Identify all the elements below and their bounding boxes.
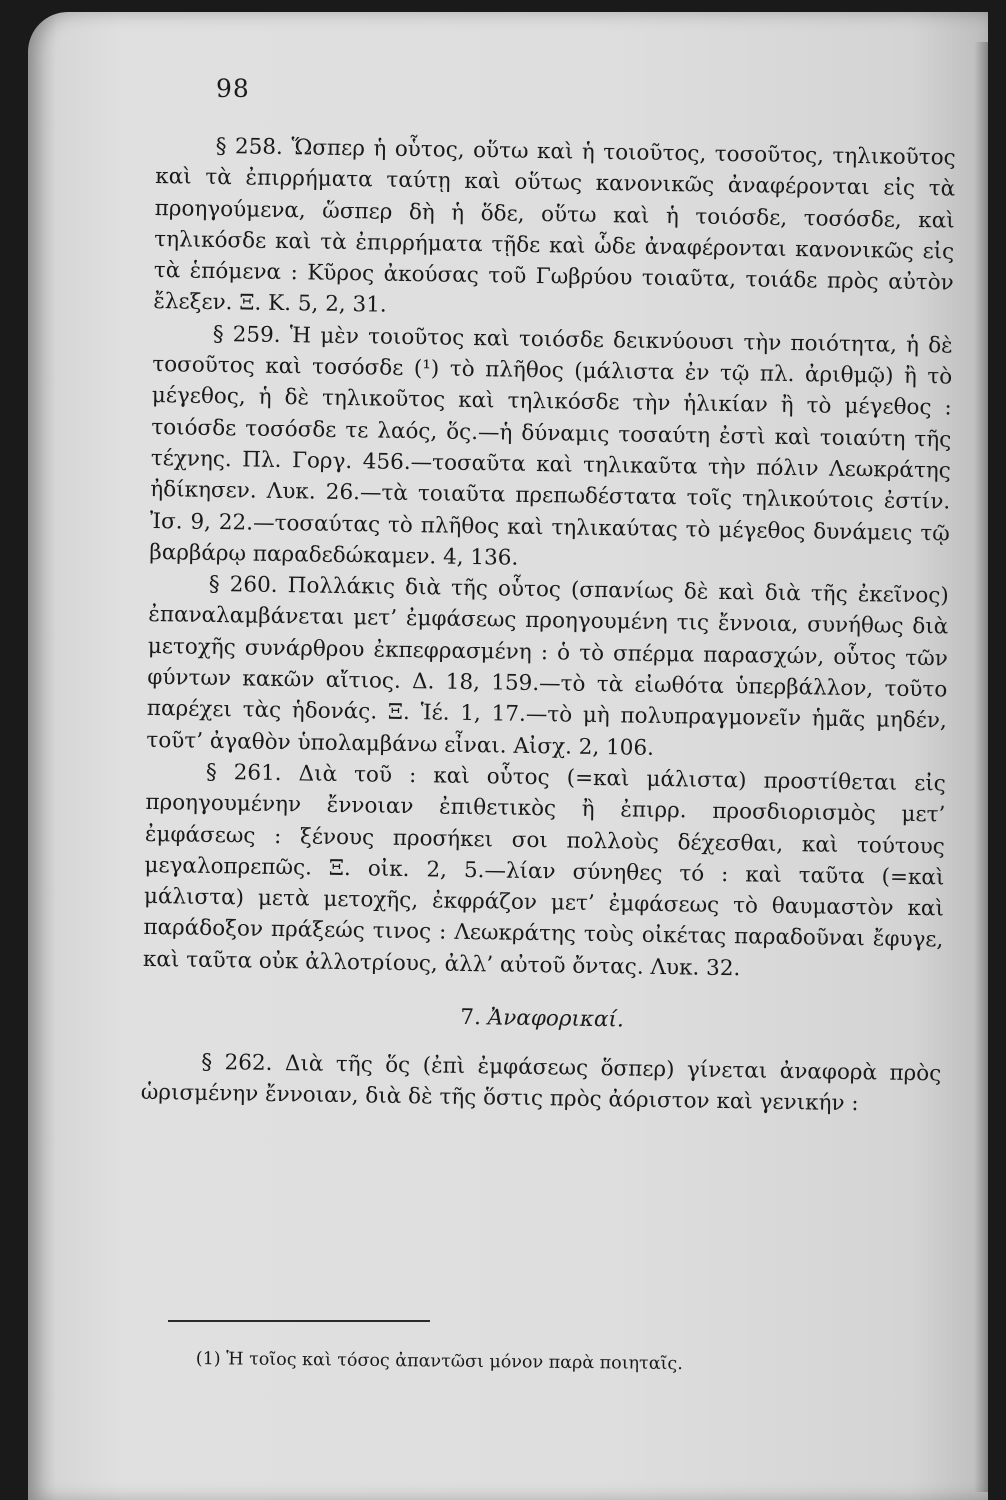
section-title: Ἀναφορικαί.	[487, 1005, 624, 1033]
paragraph-260: § 260. Πολλάκις διὰ τῆς οὗτος (σπανίως δὲ καὶ διὰ τῆς ἐκεῖνος) ἐπαναλαμβάνεται μετ’ ἐμφάσεως προηγουμένη τις ἔννοια, συνήθως διὰ μετοχῆς συνάρθρου ἐκπεφρασμένη : ὁ τὸ σπέρμα παρασχών, οὗτος τῶν φύντων κακῶν αἴτιος. Δ. 18, 159.—τὸ τὰ εἰωθότα ὑπερβάλλον, τοῦτο παρέχει τὰς ἡδονάς. Ξ. Ἱέ. 1, 17.—τὸ μὴ πολυπραγμονεῖν ἡμᾶς μηδέν, τοῦτ’ ἀγαθὸν ὑπολαμβάνω εἶναι. Αἰσχ. 2, 106.	[146, 572, 949, 761]
section-number: 7.	[460, 1004, 482, 1031]
footnote: (1) Ἡ τοῖος καὶ τόσος ἀπαντῶσι μόνον παρὰ ποιηταῖς.	[195, 1348, 683, 1375]
paragraph-262: § 262. Διὰ τῆς ὅς (ἐπὶ ἐμφάσεως ὅσπερ) γίνεται ἀναφορὰ πρὸς ὡρισμένην ἔννοιαν, διὰ δὲ τῆς ὅστις πρὸς ἀόριστον καὶ γενικήν :	[140, 1049, 942, 1117]
footnote-divider	[168, 1320, 430, 1322]
paragraph-259: § 259. Ἡ μὲν τοιοῦτος καὶ τοιόσδε δεικνύουσι τὴν ποιότητα, ἡ δὲ τοσοῦτος καὶ τοσόσδε (¹) τὸ πλῆθος (μάλιστα ἐν τῷ πλ. ἀριθμῷ) ἢ τὸ μέγεθος, ἡ δὲ τηλικοῦτος καὶ τηλικόσδε τὴν ἡλικίαν ἢ τὸ μέγεθος : τοιόσδε τοσόσδε τε λαός, ὅς.—ἡ δύναμις τοσαύτη ἐστὶ καὶ τοιαύτη τῆς τέχνης. Πλ. Γοργ. 456.—τοσαῦτα καὶ τηλικαῦτα τὴν πόλιν Λεωκράτης ἠδίκησεν. Λυκ. 26.—τὰ τοιαῦτα πρεπωδέστατα τοῖς τηλικούτοις ἐστίν. Ἰσ. 9, 22.—τοσαύτας τὸ πλῆθος καὶ τηλικαύτας τὸ μέγεθος δυνάμεις τῷ βαρβάρῳ παραδεδώκαμεν. 4, 136.	[149, 321, 953, 571]
body-text	[141, 130, 956, 1121]
section-heading	[142, 997, 942, 1041]
page-edge-shadow	[974, 42, 988, 1492]
paragraph-258: § 258. Ὥσπερ ἡ οὗτος, οὕτω καὶ ἡ τοιοῦτος, τοσοῦτος, τηλικοῦτος καὶ τὰ ἐπιρρήματα ταύτῃ καὶ οὕτως κανονικῶς ἀναφέρονται εἰς τὰ προηγούμενα, ὥσπερ δὴ ἡ ὅδε, οὕτω καὶ ἡ τοιόσδε, τοσόσδε, καὶ τηλικόσδε καὶ τὰ ἐπιρρήματα τῇδε καὶ ὧδε ἀναφέρονται κανονικῶς εἰς τὰ ἑπόμενα : Κῦρος ἀκούσας τοῦ Γωβρύου τοιαῦτα, τοιάδε πρὸς αὐτὸν ἔλεξεν. Ξ. Κ. 5, 2, 31.	[153, 133, 956, 319]
paragraph-261: § 261. Διὰ τοῦ : καὶ οὗτος (=καὶ μάλιστα) προστίθεται εἰς προηγουμένην ἔννοιαν ἐπιθετικὸς ἢ ἐπιρρ. προσδιορισμὸς μετ’ ἐμφάσεως : ξένους προσήκει σοι πολλοὺς δέχεσθαι, καὶ τούτους μεγαλοπρεπῶς. Ξ. οἰκ. 2, 5.—λίαν σύνηθες τό : καὶ ταῦτα (=καὶ μάλιστα) μετὰ μετοχῆς, ἐκφράζον μετ’ ἐμφάσεως τὸ θαυμαστὸν καὶ παράδοξον πράξεώς τινος : Λεωκράτης τοὺς οἰκέτας παραδοῦναι ἔφυγε, καὶ ταῦτα οὐκ ἀλλοτρίους, ἀλλ’ αὐτοῦ ὄντας. Λυκ. 32.	[142, 759, 947, 981]
page-number: 98	[216, 74, 250, 103]
